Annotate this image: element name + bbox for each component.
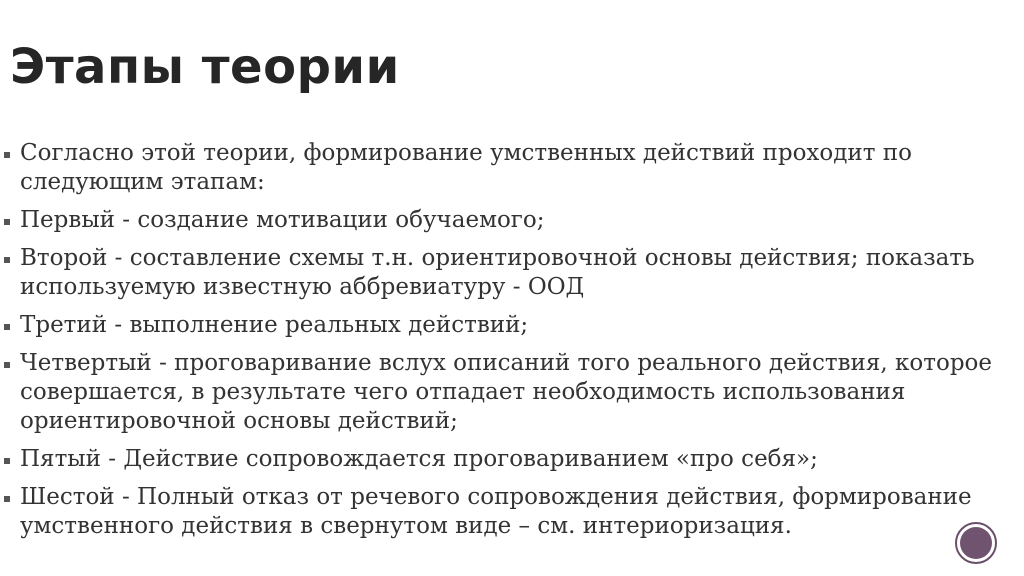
bullet-icon [4, 219, 10, 225]
bullet-text: Первый - создание мотивации обучаемого; [20, 207, 545, 233]
bullet-text: Согласно этой теории, формирование умственных действий проходит по следующим этапам: [20, 140, 912, 195]
bullet-icon [4, 458, 10, 464]
bullet-icon [4, 362, 10, 368]
bullet-text: Второй - составление схемы т.н. ориентировочной основы действия; показать используемую известную аббревиатуру - ООД [20, 245, 975, 300]
list-item [4, 445, 1004, 474]
slide-title: Этапы теории [10, 39, 400, 95]
bullet-icon [4, 257, 10, 263]
circle-badge-fill [960, 527, 992, 559]
list-item [4, 311, 1004, 340]
bullet-text: Пятый - Действие сопровождается проговариванием «про себя»; [20, 446, 818, 472]
bullet-icon [4, 496, 10, 502]
list-item [4, 483, 1004, 541]
bullet-icon [4, 152, 10, 158]
bullet-list [4, 139, 1004, 550]
list-item [4, 349, 1004, 436]
list-item [4, 206, 1004, 235]
bullet-text: Третий - выполнение реальных действий; [20, 312, 529, 338]
list-item [4, 139, 1004, 197]
bullet-text: Четвертый - проговаривание вслух описаний того реального действия, которое совершается, в результате чего отпадает необходимость использования ориентировочной основы действий; [20, 350, 992, 434]
circle-badge-icon [955, 522, 997, 564]
list-item [4, 244, 1004, 302]
bullet-text: Шестой - Полный отказ от речевого сопровождения действия, формирование умственного действия в свернутом виде – см. интериоризация. [20, 484, 972, 539]
bullet-icon [4, 324, 10, 330]
